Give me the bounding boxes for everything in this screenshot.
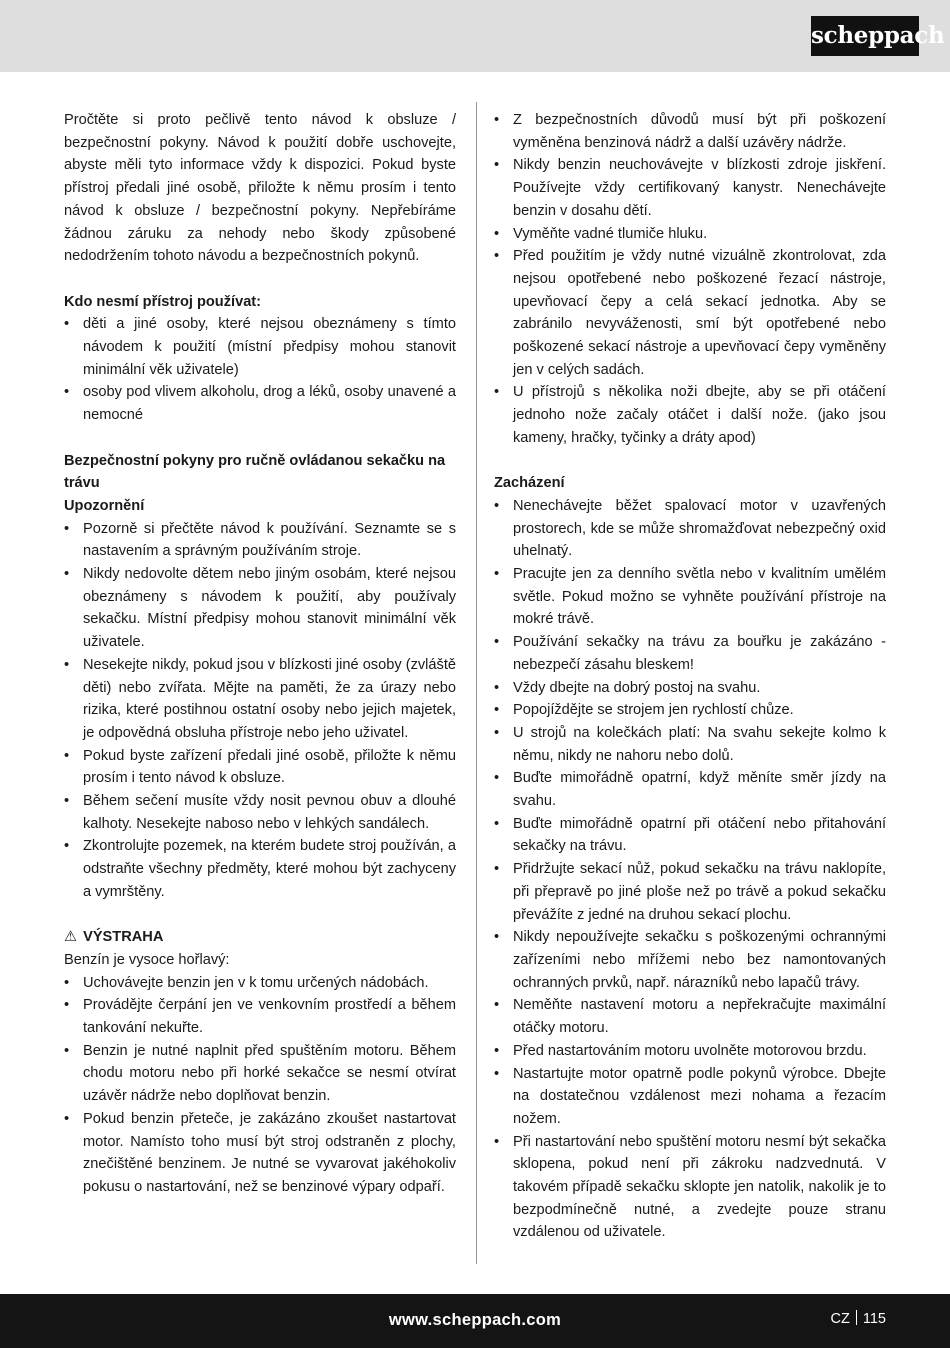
list-item-text: Používání sekačky na trávu za bouřku je zakázáno - nebezpečí zásahu bleskem!: [513, 634, 886, 673]
bullet-icon: •: [494, 566, 500, 583]
list-item: [64, 381, 456, 426]
list-item: [494, 699, 886, 722]
bullet-icon: •: [494, 497, 500, 514]
bullet-icon: •: [494, 157, 500, 174]
list-item: [494, 381, 886, 449]
bullet-icon: •: [64, 838, 70, 855]
bullet-icon: •: [64, 793, 70, 810]
list-item-text: Nikdy nepoužívejte sekačku s poškozenými ochrannými zařízeními nebo mřížemi nebo bez namontovaných ochranných prvků, např. nárazníků nebo lapačů trávy.: [513, 929, 886, 991]
list-item: [64, 313, 456, 381]
list-item-text: Pokud benzin přeteče, je zakázáno zkoušet nastartovat motor. Namísto toho musí být stroj odstraněn z plochy, znečištěné benzinem. Je nutné se vyvarovat jakéhokoliv pokusu o nastartování, než se benzinové výpary odpaří.: [83, 1110, 456, 1195]
list-item-text: U přístrojů s několika noži dbejte, aby se při otáčení jednoho nože začaly otáčet i další nože. (jako jsou kameny, hračky, tyčinky a dráty apod): [513, 384, 886, 446]
list-item-text: Přidržujte sekací nůž, pokud sekačku na trávu naklopíte, při přepravě po jiné ploše než po trávě a pokud sekačku převážíte z jedné na druhou sekací plochu.: [513, 861, 886, 923]
list-item: [64, 563, 456, 654]
list-item: [64, 654, 456, 745]
list-item: [494, 631, 886, 676]
list-item-text: Před použitím je vždy nutné vizuálně zkontrolovat, zda nejsou opotřebené nebo poškozené řezací nástroje, upevňovací čepy a celá sekací jednotka. Aby se zabránilo nevyváženosti, smí být opotřebené nebo poškozené sekací nástroje a upevňovací čepy vyměněny jen v celých sadách.: [513, 248, 886, 378]
bullet-icon: •: [494, 861, 500, 878]
list-item-text: Pracujte jen za denního světla nebo v kvalitním umělém světle. Pokud možno se vyhněte používání přístroje na mokré trávě.: [513, 566, 886, 628]
bullet-icon: •: [494, 112, 500, 128]
language-code: CZ: [830, 1311, 850, 1327]
list-item: [64, 745, 456, 790]
list-item-text: U strojů na kolečkách platí: Na svahu sekejte kolmo k němu, nikdy ne nahoru nebo dolů.: [513, 724, 886, 764]
list-item-text: Při nastartování nebo spuštění motoru nesmí být sekačka sklopena, pokud není při zákroku nadzvednutá. V takovém případě sekačku sklopte jen natolik, nakolik je to bezpodmínečně nutné, a zvedejte pouze stranu vzdálenou od uživatele.: [513, 1133, 886, 1241]
column-divider: [476, 102, 477, 1264]
bullet-icon: •: [494, 634, 500, 651]
list-item: [494, 1063, 886, 1131]
list-item: [494, 154, 886, 222]
list-item-text: Pokud byste zařízení předali jiné osobě, přiložte k němu prosím i tento návod k obsluze.: [83, 747, 456, 787]
list-item: [64, 1108, 456, 1199]
handling-list: [494, 495, 886, 1244]
scheppach-logo: scheppach: [811, 16, 919, 56]
list-item: [64, 972, 456, 995]
bullet-icon: •: [494, 997, 500, 1014]
page-separator: [856, 1310, 857, 1325]
list-item-text: Nesekejte nikdy, pokud jsou v blízkosti jiné osoby (zvláště děti) nebo zvířata. Mějte na paměti, že za úrazy nebo rizika, které postihnou ostatní osoby nebo jejich majetek, je odpovědná obsluha přístroje nebo jeho uživatel.: [83, 656, 456, 741]
list-item-text: Uchovávejte benzin jen v k tomu určených nádobách.: [83, 974, 429, 991]
list-item: [494, 109, 886, 154]
list-item: [494, 994, 886, 1039]
list-item-text: Nenechávejte běžet spalovací motor v uzavřených prostorech, kde se může shromažďovat nebezpečný oxid uhelnatý.: [513, 497, 886, 560]
list-item-text: Popojíždějte se strojem jen rychlostí chůze.: [513, 702, 794, 719]
list-item-text: Pozorně si přečtěte návod k používání. Seznamte se s nastavením a správným používáním stroje.: [83, 520, 456, 560]
right-column: [494, 109, 886, 1267]
warning-heading-text: VÝSTRAHA: [83, 929, 164, 946]
list-item-text: Vždy dbejte na dobrý postoj na svahu.: [513, 679, 761, 696]
list-item-text: Buďte mimořádně opatrní při otáčení nebo přitahování sekačky na trávu.: [513, 815, 886, 855]
list-item-text: Z bezpečnostních důvodů musí být při poškození vyměněna benzinová nádrž a další uzávěry nádrže.: [513, 112, 886, 151]
fuel-safety-list: [494, 109, 886, 450]
list-item-text: děti a jiné osoby, které nejsou obeznámeny s tímto návodem k použití (místní předpisy mohou stanovit minimální věk uživatele): [83, 316, 456, 378]
list-item: [494, 1131, 886, 1245]
list-item: [494, 677, 886, 700]
bullet-icon: •: [64, 656, 70, 673]
list-item: [64, 518, 456, 563]
list-item: [494, 223, 886, 246]
bullet-icon: •: [64, 384, 70, 401]
intro-paragraph: Pročtěte si proto pečlivě tento návod k obsluze / bezpečnostní pokyny. Návod k použití dobře uschovejte, abyste měli tyto informace vždy k dispozici. Pokud byste přístroj předali jiné osobě, přiložte k němu prosím i tento návod k obsluze / bezpečnostní pokyny. Nepřebíráme žádnou záruku za nehody nebo škody způsobené nedodržením tohoto návodu a bezpečnostních pokynů.: [64, 112, 456, 265]
list-item-text: Během sečení musíte vždy nosit pevnou obuv a dlouhé kalhoty. Nesekejte naboso nebo v lehkých sandálech.: [83, 793, 456, 832]
left-column: [64, 109, 456, 1221]
bullet-icon: •: [64, 566, 70, 583]
bullet-icon: •: [64, 997, 70, 1014]
list-item-text: Neměňte nastavení motoru a nepřekračujte maximální otáčky motoru.: [513, 997, 886, 1037]
list-item: [64, 1040, 456, 1108]
caution-heading: Upozornění: [64, 497, 145, 514]
page-indicator: [831, 1294, 886, 1348]
list-item-text: Nastartujte motor opatrně podle pokynů výrobce. Dbejte na dostatečnou vzdálenost mezi nohama a řezacím nožem.: [513, 1065, 886, 1127]
footer-bar: [0, 1294, 950, 1348]
list-item: [64, 835, 456, 903]
warning-triangle-icon: ⚠: [64, 929, 78, 946]
list-item-text: Benzin je nutné naplnit před spuštěním motoru. Během chodu motoru nebo při horké sekačce se nesmí otvírat uzávěr nádrže nebo doplňovat benzin.: [83, 1042, 456, 1105]
list-item: [494, 858, 886, 926]
bullet-icon: •: [494, 815, 500, 832]
bullet-icon: •: [64, 316, 70, 333]
list-item: [494, 563, 886, 631]
list-item-text: osoby pod vlivem alkoholu, drog a léků, osoby unavené a nemocné: [83, 384, 456, 424]
handling-heading: Zacházení: [494, 475, 565, 492]
list-item: [494, 926, 886, 994]
list-item-text: Nikdy benzin neuchovávejte v blízkosti zdroje jiskření. Používejte vždy certifikovaný kanystr. Nenechávejte benzin v dosahu dětí.: [513, 157, 886, 219]
who-list: [64, 313, 456, 427]
list-item: [494, 1040, 886, 1063]
bullet-icon: •: [64, 520, 70, 537]
website-url: www.scheppach.com: [388, 1311, 562, 1329]
warning-subtext: Benzín je vysoce hořlavý:: [64, 951, 230, 968]
list-item: [494, 495, 886, 563]
list-item-text: Před nastartováním motoru uvolněte motorovou brzdu.: [513, 1042, 867, 1059]
bullet-icon: •: [494, 1133, 500, 1150]
list-item-text: Zkontrolujte pozemek, na kterém budete stroj používán, a odstraňte všechny předměty, které mohou být zachyceny a vymrštěny.: [83, 838, 456, 900]
bullet-icon: •: [494, 1042, 500, 1059]
list-item: [494, 722, 886, 767]
bullet-icon: •: [494, 702, 500, 719]
list-item: [494, 813, 886, 858]
bullet-icon: •: [494, 770, 500, 787]
list-item-text: Buďte mimořádně opatrní, když měníte směr jízdy na svahu.: [513, 770, 886, 810]
list-item: [64, 790, 456, 835]
bullet-icon: •: [494, 724, 500, 741]
caution-list: [64, 518, 456, 904]
list-item-text: Provádějte čerpání jen ve venkovním prostředí a během tankování nekuřte.: [83, 997, 456, 1037]
safety-heading: Bezpečnostní pokyny pro ručně ovládanou sekačku na trávu: [64, 452, 446, 492]
header-band: [0, 0, 950, 72]
bullet-icon: •: [494, 384, 500, 401]
bullet-icon: •: [494, 1065, 500, 1082]
list-item-text: Nikdy nedovolte dětem nebo jiným osobám, které nejsou obeznámeny s návodem k použití, aby používaly sekačku. Místní předpisy mohou stanovit minimální věk uživatele.: [83, 566, 456, 651]
bullet-icon: •: [494, 679, 500, 696]
bullet-icon: •: [64, 747, 70, 764]
list-item: [64, 994, 456, 1039]
bullet-icon: •: [494, 225, 500, 242]
who-heading: Kdo nesmí přístroj používat:: [64, 293, 262, 310]
list-item: [494, 767, 886, 812]
warning-list: [64, 972, 456, 1199]
list-item-text: Vyměňte vadné tlumiče hluku.: [513, 225, 708, 242]
bullet-icon: •: [494, 929, 500, 946]
bullet-icon: •: [64, 974, 70, 991]
bullet-icon: •: [494, 248, 500, 265]
bullet-icon: •: [64, 1110, 70, 1127]
page-number: 115: [862, 1311, 886, 1327]
warning-heading: [64, 926, 456, 949]
bullet-icon: •: [64, 1042, 70, 1059]
list-item: [494, 245, 886, 381]
